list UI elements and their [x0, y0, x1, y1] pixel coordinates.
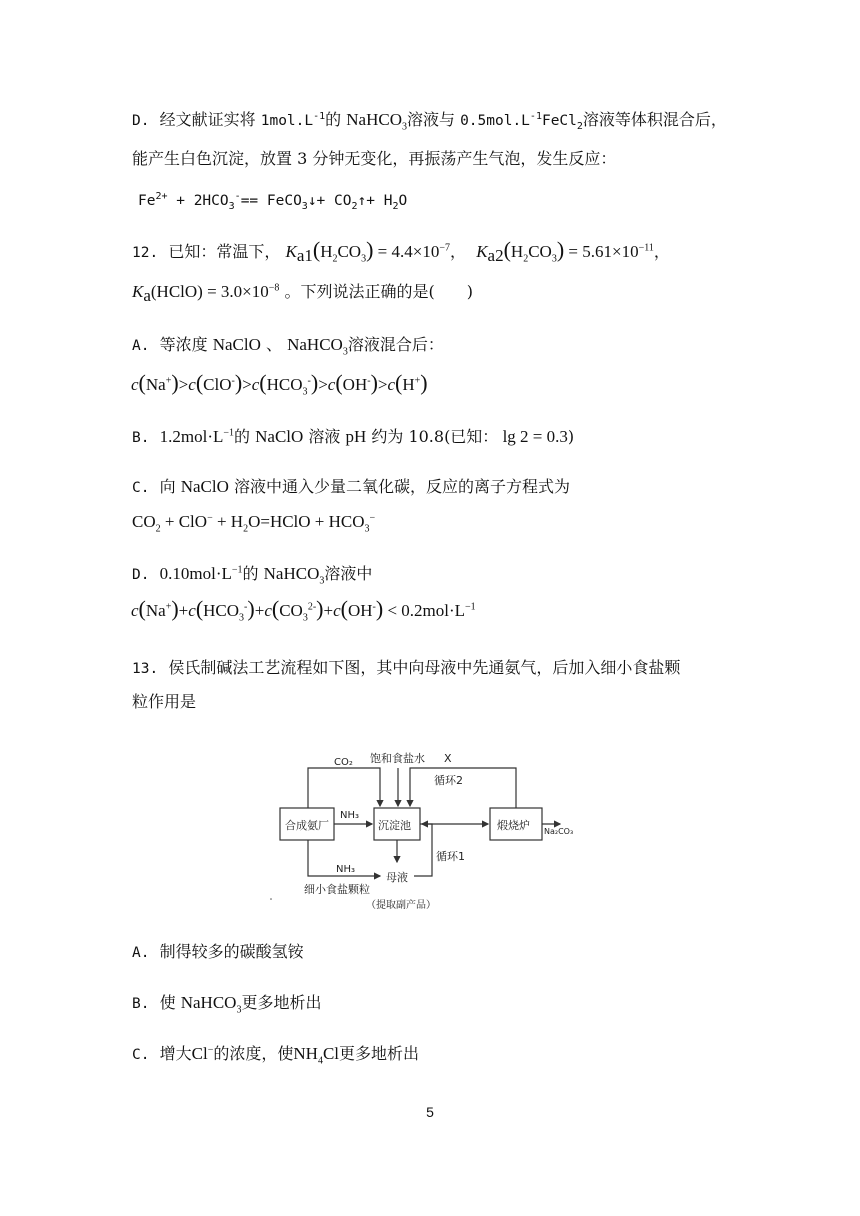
q13-option-a: A. 制得较多的碳酸氢铵 [132, 942, 304, 961]
q12-option-c: C. 向 NaClO 溶液中通入少量二氧化碳，反应的离子方程式为 [132, 477, 570, 496]
q11-option-d-line2: 能产生白色沉淀，放置 3 分钟无变化，再振荡产生气泡，发生反应： [132, 149, 617, 168]
stray-dot [270, 898, 272, 900]
q12-stem-text: 。下列说法正确的是( ) [284, 282, 473, 301]
q13-stem-line1: 13. 侯氏制碱法工艺流程如下图，其中向母液中先通氨气，后加入细小食盐颗 [132, 658, 681, 677]
q12-option-d: D. $0.10mol\cdot L^{-1}$的 NaHCO$_3$溶液中 [132, 564, 373, 587]
product-label: Na₂CO₃ [544, 827, 574, 836]
nh3-top-label: NH₃ [340, 810, 360, 821]
co2-arrow [308, 768, 380, 808]
brine-label: 饱和食盐水 [370, 752, 425, 765]
q13-stem-line2: 粒作用是 [132, 692, 197, 711]
q13-option-c: C. 增大Cl−的浓度，使$NH_4Cl$更多地析出 [132, 1044, 420, 1067]
cycle2-arrow [410, 768, 516, 808]
q11-equation: $Fe^{2+} + 2HCO_3^-==$ FeCO$_3$↓+ $CO_2↑+ H_2O$ [138, 191, 408, 212]
furnace-label: 煅烧炉 [497, 819, 530, 832]
cycle1-label: 循环1 [436, 850, 465, 863]
x-label: X [444, 752, 452, 765]
page-number: 5 [426, 1104, 434, 1120]
co2-label: CO₂ [334, 757, 353, 768]
q12-option-a-formula: $c(Na^+)>c(ClO^-)>c(HCO_3^-)>c(OH^-)>c(H^+)$ [131, 370, 428, 398]
q12-option-c-formula: $CO_2 + ClO^-$ + $H_2O=HClO + HCO_3^-$ [132, 512, 376, 535]
q12-stem-line2: $K_a(HClO) = 3.0\times 10^{-8}$ 。下列说法正确的是( ) [132, 282, 473, 306]
q12-option-b: B. $1.2mol\cdot L^{-1}$的 NaClO 溶液 pH 约为 10.8(已知： lg 2 = 0.3) [132, 427, 575, 446]
salt-label: 细小食盐颗粒 [304, 883, 370, 896]
process-flow-diagram [268, 744, 598, 914]
q12-stem-line1: 12. 已知：常温下， $K_{a1}(H_2CO_3) = 4.4\times 10^{-7}$， $K_{a2}(H_2CO_3) = 5.61\times 10^{-11}$， [132, 237, 670, 266]
ammonia-plant-label: 合成氨厂 [285, 819, 329, 832]
cycle1-arrow [414, 824, 432, 876]
cycle2-label: 循环2 [434, 774, 463, 787]
q12-option-a: A. 等浓度 NaClO 、 NaHCO$_3$溶液混合后： [132, 335, 444, 358]
q11-option-d-line1: D. 经文献证实将 $1mol.L^{-1}$的 NaHCO$_3$溶液与 $0.5mol.L^{-1}FeCl_2$溶液等体积混合后， [132, 110, 727, 133]
mother-liquor-label: 母液 [386, 871, 408, 884]
precipitation-tank-label: 沉淀池 [378, 819, 411, 832]
byproduct-label: （提取副产品） [366, 900, 436, 911]
q13-option-b: B. 使 NaHCO$_3$更多地析出 [132, 993, 322, 1016]
q12-option-d-formula: $c(Na^+)+c(HCO_3^-)+c(CO_3^{2-})+c(OH^-) < 0.2mol\cdot L^{-1}$ [131, 596, 476, 624]
nh3-bottom-label: NH₃ [336, 864, 356, 875]
